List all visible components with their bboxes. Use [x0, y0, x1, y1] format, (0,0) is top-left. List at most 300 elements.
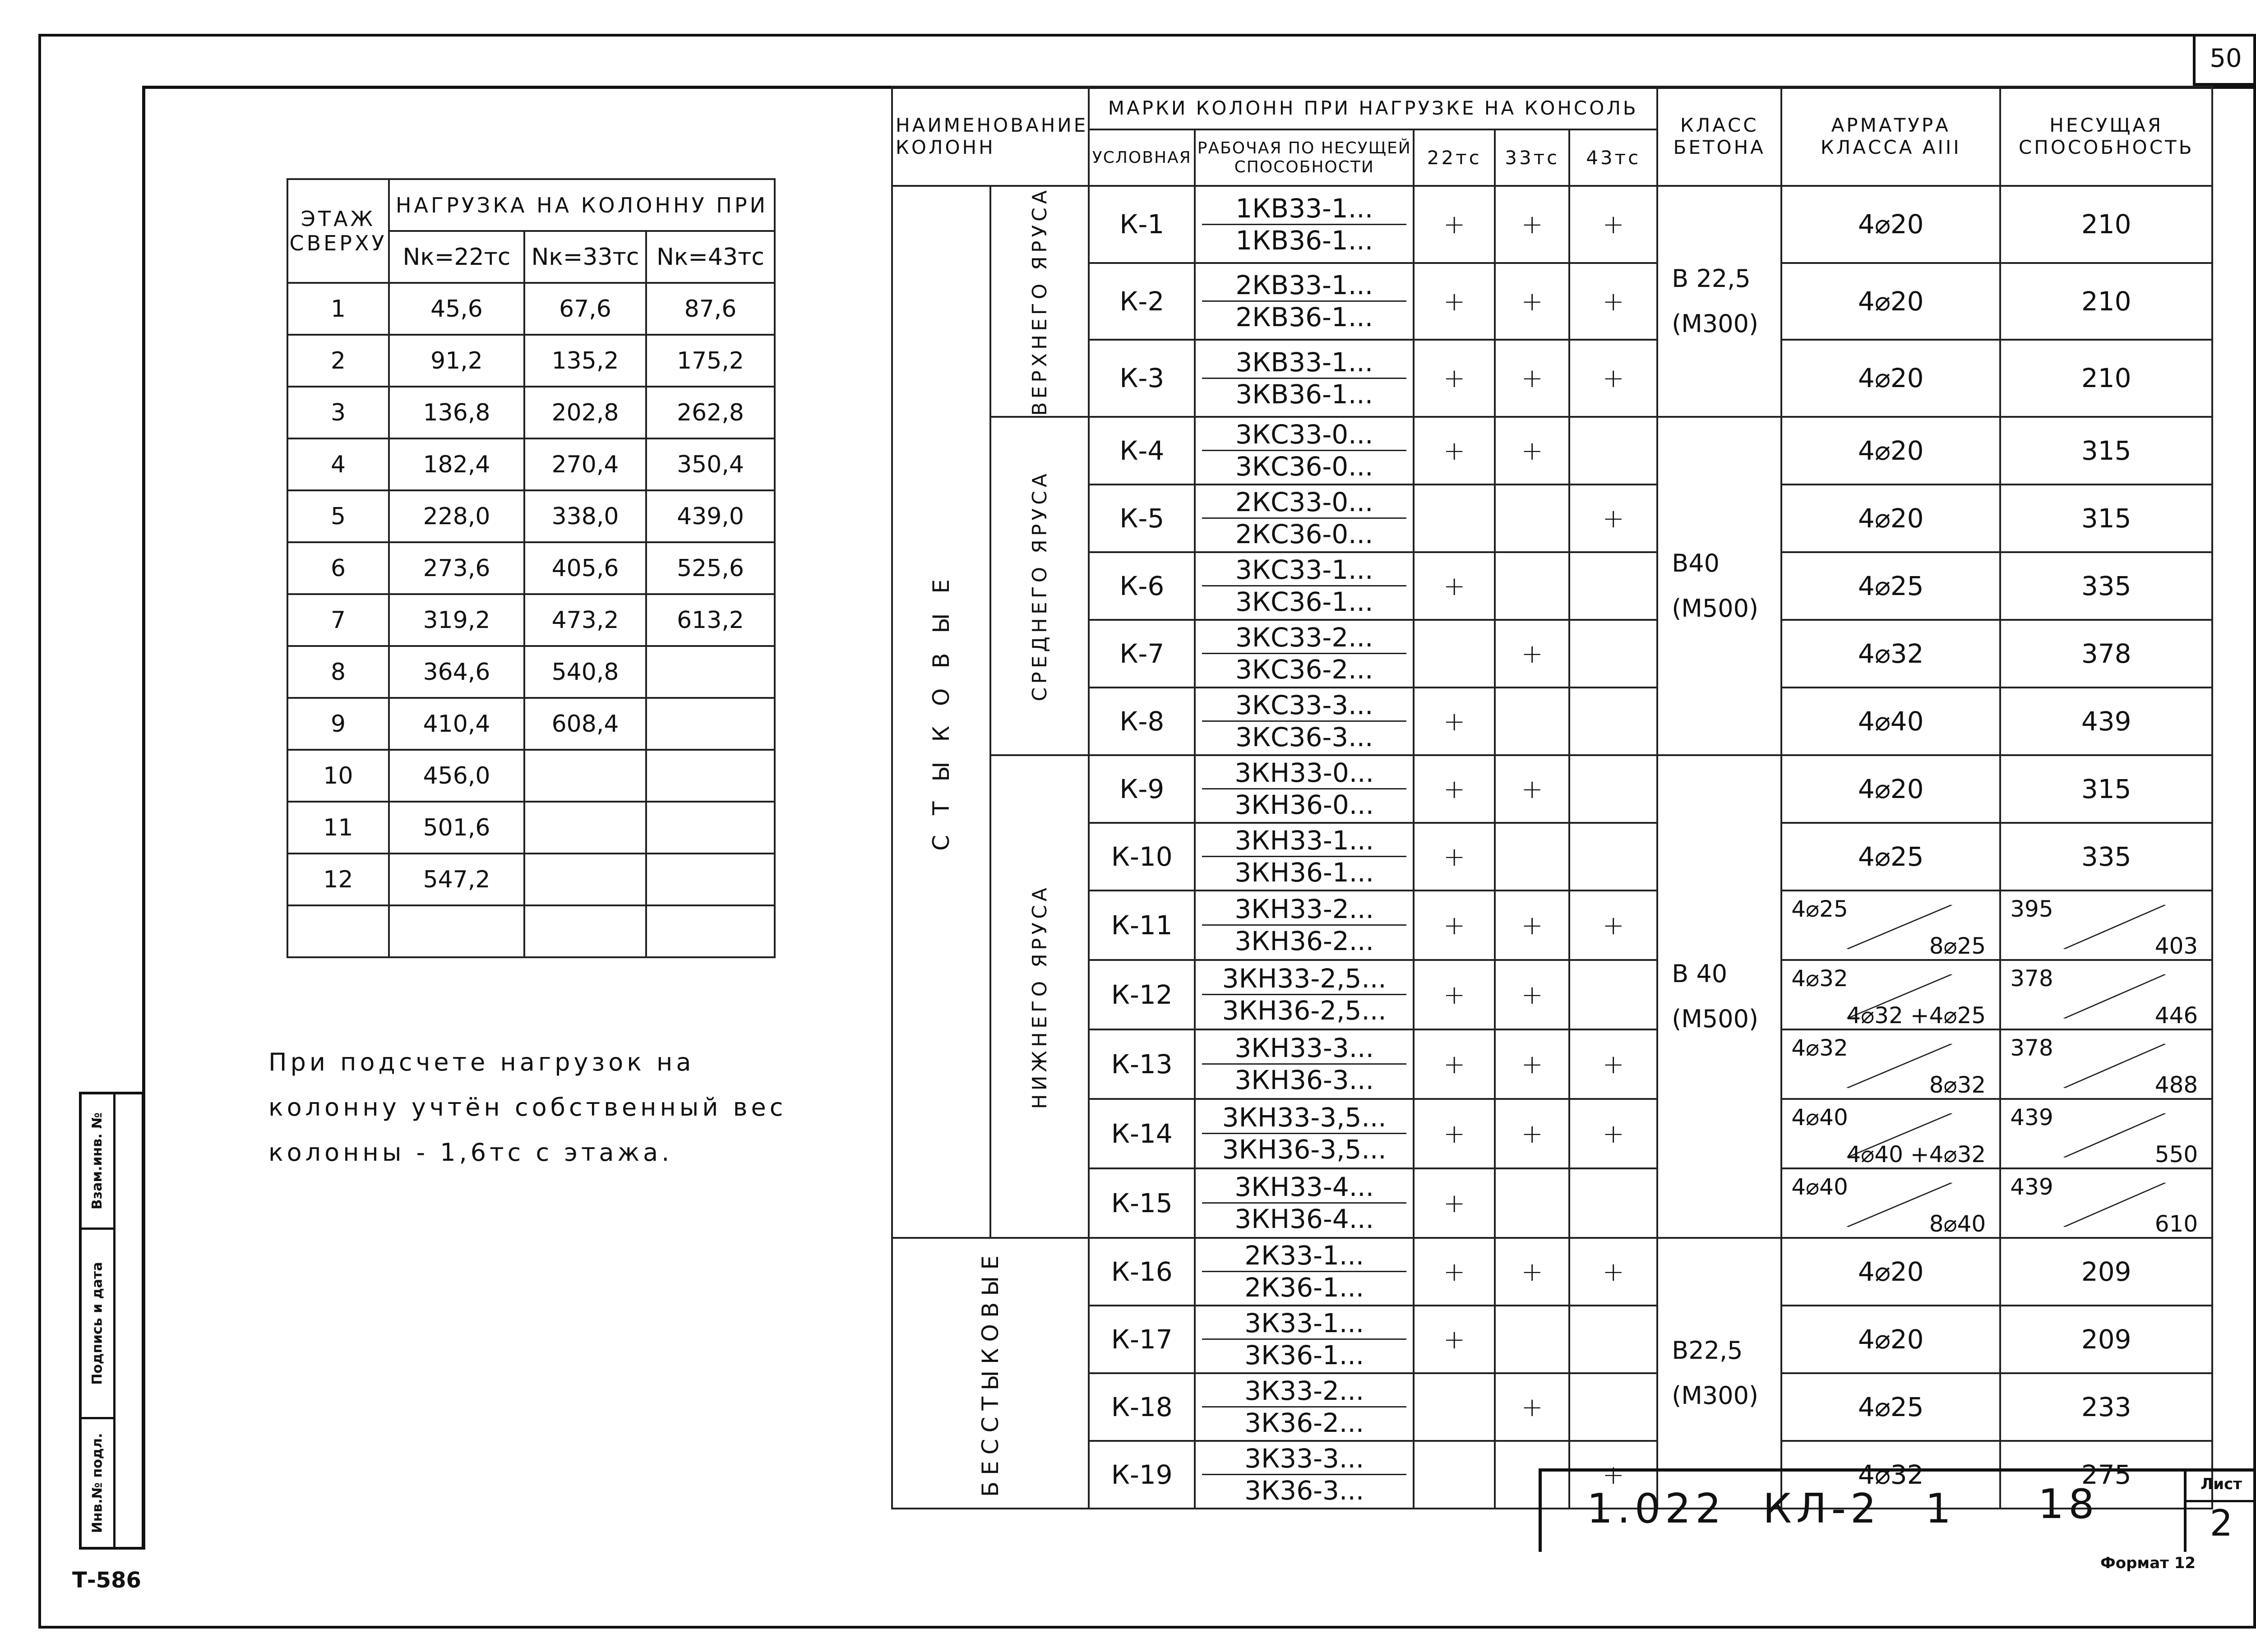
split-value-bottom: 610	[2154, 1210, 2198, 1237]
mark-cell: К-12	[1089, 960, 1195, 1029]
load-flag-cell	[1569, 620, 1657, 688]
table-row	[892, 688, 2212, 755]
format-label: Формат 12	[2100, 1554, 2196, 1572]
table-row	[287, 802, 775, 854]
floor-cell: 11	[287, 802, 389, 854]
load-cell: 87,6	[646, 283, 775, 335]
load-flag-cell: +	[1414, 1029, 1495, 1099]
load-flag-cell	[1414, 1441, 1495, 1509]
capacity-cell	[2000, 891, 2212, 960]
load-cell: 45,6	[389, 283, 524, 335]
working-marks-cell	[1195, 186, 1414, 263]
table-row	[892, 620, 2212, 688]
working-mark: 3К36-1...	[1244, 1340, 1364, 1371]
columns-table	[891, 86, 2213, 1509]
table-row	[892, 485, 2212, 552]
load-cell	[524, 750, 646, 802]
split-value-top: 4⌀32	[1791, 1034, 1848, 1061]
drawing-code: Т-586	[72, 1568, 141, 1593]
working-mark: 3КН33-0...	[1202, 757, 1406, 789]
split-value-top: 439	[2010, 1104, 2053, 1131]
load-flag-cell: +	[1495, 1029, 1569, 1099]
working-mark: 3КН33-4...	[1202, 1172, 1406, 1204]
load-cell: 175,2	[646, 335, 775, 387]
load-cell	[524, 905, 646, 957]
table-row	[287, 283, 775, 335]
split-value	[2001, 1100, 2211, 1167]
working-mark: 3КН36-2...	[1234, 926, 1374, 957]
split-value	[1782, 1100, 1999, 1167]
load-cell: 67,6	[524, 283, 646, 335]
group-label-cell	[892, 1238, 1089, 1509]
load-flag-cell: +	[1569, 1238, 1657, 1306]
title-block	[1539, 1468, 2256, 1552]
load-cell: 182,4	[389, 438, 524, 490]
mark-cell: К-7	[1089, 620, 1195, 688]
table-row	[287, 542, 775, 594]
working-mark: 3КН36-2,5...	[1222, 995, 1387, 1026]
working-marks-cell	[1195, 1306, 1414, 1373]
load-flag-cell	[1569, 552, 1657, 620]
table-row	[287, 594, 775, 646]
mark-cell: К-3	[1089, 340, 1195, 417]
load-flag-cell: +	[1569, 263, 1657, 340]
working-marks-cell	[1195, 417, 1414, 485]
load-flag-cell: +	[1569, 186, 1657, 263]
load-flag-cell	[1569, 1306, 1657, 1373]
table-row	[892, 1238, 2212, 1306]
load-cell: 405,6	[524, 542, 646, 594]
mark-cell: К-1	[1089, 186, 1195, 263]
load-cell: 91,2	[389, 335, 524, 387]
tier-label: ВЕРХНЕГО ЯРУСА	[1028, 187, 1051, 416]
mark-cell: К-6	[1089, 552, 1195, 620]
mark-cell: К-4	[1089, 417, 1195, 485]
rebar-cell: 4⌀20	[1781, 186, 2000, 263]
rebar-cell: 4⌀40	[1781, 688, 2000, 755]
table-row	[287, 698, 775, 750]
side-stamp-label: Подпись и дата	[89, 1262, 106, 1385]
load-flag-cell: +	[1495, 891, 1569, 960]
working-marks-cell	[1195, 755, 1414, 823]
concrete-header: КЛАСС БЕТОНА	[1657, 87, 1781, 186]
working-marks-cell	[1195, 1099, 1414, 1168]
split-value-top: 4⌀40	[1791, 1104, 1848, 1131]
table-row	[892, 823, 2212, 891]
working-mark: 3К36-3...	[1244, 1475, 1364, 1506]
working-mark: 3К33-2...	[1202, 1375, 1406, 1407]
working-marks-cell	[1195, 620, 1414, 688]
split-value-bottom: 446	[2154, 1002, 2198, 1029]
load-flag-cell: +	[1414, 186, 1495, 263]
rebar-cell: 4⌀20	[1781, 755, 2000, 823]
split-value-bottom: 488	[2154, 1071, 2198, 1098]
capacity-header: НЕСУЩАЯ СПОСОБНОСТЬ	[2000, 87, 2212, 186]
load-flag-cell	[1495, 552, 1569, 620]
load-flag-cell: +	[1414, 960, 1495, 1029]
working-mark: 3К33-3...	[1202, 1443, 1406, 1475]
split-value-top: 4⌀40	[1791, 1173, 1848, 1200]
capacity-cell: 209	[2000, 1238, 2212, 1306]
split-value	[2001, 1030, 2211, 1098]
working-marks-cell	[1195, 891, 1414, 960]
load-flag-cell: +	[1495, 186, 1569, 263]
load-flag-cell: +	[1414, 755, 1495, 823]
table-row	[287, 646, 775, 698]
floor-cell: 9	[287, 698, 389, 750]
working-mark: 3КС33-3...	[1202, 690, 1406, 722]
working-mark: 2КВ36-1...	[1235, 302, 1373, 333]
load-flag-cell: +	[1414, 417, 1495, 485]
load-table	[287, 178, 776, 958]
working-mark: 3КН33-1...	[1202, 825, 1406, 857]
working-marks-cell	[1195, 1029, 1414, 1099]
working-mark: 3КВ36-1...	[1235, 378, 1373, 410]
split-value	[1782, 891, 1999, 959]
mark-cell: К-5	[1089, 485, 1195, 552]
load-flag-cell: +	[1414, 1168, 1495, 1238]
table-row	[892, 263, 2212, 340]
load-flag-cell: +	[1414, 1099, 1495, 1168]
load-cell: 270,4	[524, 438, 646, 490]
load-flag-cell: +	[1569, 340, 1657, 417]
load-cell: 473,2	[524, 594, 646, 646]
load-flag-cell: +	[1495, 1373, 1569, 1441]
split-value-bottom: 550	[2154, 1141, 2198, 1167]
split-value-bottom: 4⌀32 +4⌀25	[1846, 1002, 1986, 1029]
table-row	[892, 186, 2212, 263]
load-flag-cell: +	[1414, 340, 1495, 417]
load-cell: 439,0	[646, 490, 775, 542]
mark-cell: К-15	[1089, 1168, 1195, 1238]
mark-cell: К-14	[1089, 1099, 1195, 1168]
load-flag-cell: +	[1495, 417, 1569, 485]
load-flag-cell	[1569, 417, 1657, 485]
rebar-header: АРМАТУРА КЛАССА АIII	[1781, 87, 2000, 186]
rebar-cell	[1781, 1099, 2000, 1168]
mark-cell: К-17	[1089, 1306, 1195, 1373]
table-row	[287, 905, 775, 957]
rebar-cell	[1781, 960, 2000, 1029]
load-cell: 228,0	[389, 490, 524, 542]
split-value-bottom: 403	[2154, 932, 2198, 959]
working-mark: 2КС33-0...	[1202, 487, 1406, 519]
load-flag-cell	[1495, 485, 1569, 552]
rebar-cell: 4⌀25	[1781, 552, 2000, 620]
working-marks-cell	[1195, 263, 1414, 340]
page-number: 50	[2193, 34, 2256, 86]
load-cell	[524, 802, 646, 854]
load-flag-cell	[1569, 960, 1657, 1029]
load-flag-cell: +	[1569, 1099, 1657, 1168]
table-row	[892, 755, 2212, 823]
floor-cell: 6	[287, 542, 389, 594]
load-flag-cell	[1414, 485, 1495, 552]
working-mark: 3КС33-1...	[1202, 554, 1406, 586]
working-mark: 2КВ33-1...	[1202, 270, 1406, 302]
load-flag-cell: +	[1495, 1099, 1569, 1168]
load-cell	[389, 905, 524, 957]
working-marks-cell	[1195, 960, 1414, 1029]
load-flag-cell: +	[1414, 1306, 1495, 1373]
load-flag-cell	[1569, 1168, 1657, 1238]
working-marks-cell	[1195, 1168, 1414, 1238]
working-marks-cell	[1195, 552, 1414, 620]
split-value-top: 4⌀25	[1791, 895, 1848, 922]
load-cell: 135,2	[524, 335, 646, 387]
load-flag-cell: +	[1495, 263, 1569, 340]
rebar-cell: 4⌀20	[1781, 263, 2000, 340]
load-cell	[646, 646, 775, 698]
load-header: НАГРУЗКА НА КОЛОННУ ПРИ	[389, 179, 775, 231]
load-cell: 273,6	[389, 542, 524, 594]
load-cell	[646, 854, 775, 905]
load-subheader: Nк=43тс	[646, 231, 775, 283]
load43-header: 43тс	[1569, 129, 1657, 186]
load-flag-cell: +	[1569, 1029, 1657, 1099]
working-mark: 3КС36-1...	[1235, 586, 1373, 618]
concrete-class-cell: В 22,5 (М300)	[1657, 186, 1781, 417]
working-mark: 3КН36-3,5...	[1222, 1134, 1387, 1165]
load-cell: 547,2	[389, 854, 524, 905]
mark-cell: К-8	[1089, 688, 1195, 755]
working-mark: 3КН36-3...	[1234, 1065, 1374, 1096]
load-cell: 338,0	[524, 490, 646, 542]
table-row	[892, 87, 2212, 129]
floor-cell: 8	[287, 646, 389, 698]
rebar-cell: 4⌀20	[1781, 485, 2000, 552]
table-row	[892, 891, 2212, 960]
load33-header: 33тс	[1495, 129, 1569, 186]
floor-cell: 4	[287, 438, 389, 490]
load-flag-cell: +	[1569, 891, 1657, 960]
table-row	[287, 490, 775, 542]
load-flag-cell: +	[1414, 688, 1495, 755]
working-mark: 2К36-1...	[1244, 1272, 1364, 1303]
working-mark: 3К36-2...	[1244, 1407, 1364, 1439]
mark-cell: К-2	[1089, 263, 1195, 340]
working-mark: 3КН33-3...	[1202, 1033, 1406, 1065]
load-flag-cell: +	[1414, 263, 1495, 340]
load-flag-cell	[1495, 1168, 1569, 1238]
capacity-cell	[2000, 1099, 2212, 1168]
working-mark: 3КВ33-1...	[1202, 347, 1406, 379]
load-flag-cell	[1414, 1373, 1495, 1441]
table-row	[892, 1306, 2212, 1373]
floor-header: ЭТАЖ СВЕРХУ	[287, 179, 389, 283]
working-marks-cell	[1195, 1238, 1414, 1306]
load-flag-cell: +	[1569, 1441, 1657, 1509]
load-subheader: Nк=22тс	[389, 231, 524, 283]
load-cell: 525,6	[646, 542, 775, 594]
load-flag-cell	[1569, 688, 1657, 755]
rebar-cell: 4⌀25	[1781, 1373, 2000, 1441]
mark-cell: К-13	[1089, 1029, 1195, 1099]
rebar-cell: 4⌀20	[1781, 1238, 2000, 1306]
load-flag-cell: +	[1414, 823, 1495, 891]
working-mark: 1КВ36-1...	[1235, 225, 1373, 256]
working-mark: 3КН33-2,5...	[1202, 963, 1406, 995]
split-value	[1782, 1030, 1999, 1098]
tier-label: СРЕДНЕГО ЯРУСА	[1028, 470, 1051, 701]
table-row	[287, 179, 775, 231]
side-stamp-cell	[82, 1230, 113, 1419]
split-value-top: 439	[2010, 1173, 2053, 1200]
working-marks-cell	[1195, 1373, 1414, 1441]
load-flag-cell	[1495, 823, 1569, 891]
concrete-class-cell: В 40 (М500)	[1657, 755, 1781, 1238]
capacity-cell: 439	[2000, 688, 2212, 755]
split-value-bottom: 4⌀40 +4⌀32	[1846, 1141, 1986, 1167]
working-mark: 3КН36-4...	[1234, 1204, 1374, 1235]
name-header: НАИМЕНОВАНИЕ КОЛОНН	[892, 87, 1089, 186]
table-row	[892, 340, 2212, 417]
conditional-header: УСЛОВНАЯ	[1089, 129, 1195, 186]
load-flag-cell: +	[1495, 960, 1569, 1029]
side-stamp-divider	[113, 1094, 116, 1547]
capacity-cell: 335	[2000, 552, 2212, 620]
table-row	[892, 417, 2212, 485]
load-flag-cell: +	[1414, 1238, 1495, 1306]
sheet-label: Лист	[2187, 1468, 2256, 1502]
sheet-value: 2	[2210, 1502, 2233, 1544]
concrete-class-cell: В40 (М500)	[1657, 417, 1781, 755]
load-flag-cell: +	[1495, 620, 1569, 688]
capacity-cell	[2000, 1168, 2212, 1238]
side-stamp-cell	[82, 1419, 113, 1547]
mark-cell: К-9	[1089, 755, 1195, 823]
capacity-cell: 210	[2000, 263, 2212, 340]
rebar-cell: 4⌀20	[1781, 417, 2000, 485]
load22-header: 22тс	[1414, 129, 1495, 186]
load-flag-cell: +	[1414, 552, 1495, 620]
table-row	[287, 750, 775, 802]
working-mark: 3КС36-3...	[1235, 722, 1373, 753]
table-row	[287, 335, 775, 387]
capacity-cell: 210	[2000, 186, 2212, 263]
rebar-cell: 4⌀32	[1781, 620, 2000, 688]
load-cell: 262,8	[646, 387, 775, 438]
table-row	[892, 960, 2212, 1029]
table-row	[892, 1099, 2212, 1168]
table-row	[892, 1029, 2212, 1099]
load-flag-cell	[1569, 823, 1657, 891]
working-marks-cell	[1195, 1441, 1414, 1509]
capacity-cell: 210	[2000, 340, 2212, 417]
working-mark: 2К33-1...	[1202, 1240, 1406, 1272]
load-cell: 540,8	[524, 646, 646, 698]
floor-cell: 12	[287, 854, 389, 905]
split-value-bottom: 8⌀25	[1929, 932, 1986, 959]
working-mark: 3КС33-0...	[1202, 419, 1406, 451]
capacity-cell: 233	[2000, 1373, 2212, 1441]
tier-label-cell	[990, 417, 1089, 755]
table-row	[892, 1373, 2212, 1441]
marks-header: МАРКИ КОЛОНН ПРИ НАГРУЗКЕ НА КОНСОЛЬ	[1089, 87, 1657, 129]
working-marks-cell	[1195, 823, 1414, 891]
capacity-cell	[2000, 960, 2212, 1029]
group-label-cell	[892, 186, 990, 1238]
working-mark: 3КС33-2...	[1202, 622, 1406, 654]
side-stamp-label: Инв.№ подл.	[89, 1433, 106, 1533]
load-flag-cell: +	[1495, 755, 1569, 823]
load-flag-cell: +	[1495, 1238, 1569, 1306]
capacity-cell: 315	[2000, 417, 2212, 485]
title-code: 1.022	[1587, 1485, 1726, 1532]
load-cell	[646, 698, 775, 750]
load-flag-cell: +	[1569, 485, 1657, 552]
split-value-bottom: 8⌀40	[1929, 1210, 1986, 1237]
table-row	[287, 438, 775, 490]
working-mark: 3КН33-2...	[1202, 894, 1406, 926]
capacity-cell: 378	[2000, 620, 2212, 688]
load-cell: 364,6	[389, 646, 524, 698]
floor-cell: 2	[287, 335, 389, 387]
floor-cell: 3	[287, 387, 389, 438]
load-cell	[646, 750, 775, 802]
load-cell: 202,8	[524, 387, 646, 438]
capacity-cell	[2000, 1029, 2212, 1099]
floor-cell: 7	[287, 594, 389, 646]
floor-cell: 5	[287, 490, 389, 542]
load-flag-cell	[1569, 1373, 1657, 1441]
load-flag-cell	[1414, 620, 1495, 688]
side-stamp	[79, 1092, 144, 1550]
load-cell: 608,4	[524, 698, 646, 750]
working-mark: 2КС36-0...	[1235, 519, 1373, 550]
split-value	[1782, 961, 1999, 1029]
tier-label-cell	[990, 186, 1089, 417]
split-value	[2001, 891, 2211, 959]
rebar-cell	[1781, 1029, 2000, 1099]
load-flag-cell	[1569, 755, 1657, 823]
working-mark: 3КН33-3,5...	[1202, 1102, 1406, 1134]
load-cell	[646, 905, 775, 957]
load-cell: 319,2	[389, 594, 524, 646]
working-mark: 3КС36-2...	[1235, 654, 1373, 685]
note-text: При подсчете нагрузок на колонну учтён собственный вес колонны - 1,6тс с этажа.	[268, 1048, 787, 1167]
load-cell	[524, 854, 646, 905]
mark-cell: К-16	[1089, 1238, 1195, 1306]
load-cell: 410,4	[389, 698, 524, 750]
split-value-bottom: 8⌀32	[1929, 1071, 1986, 1098]
split-value-top: 378	[2010, 965, 2053, 992]
floor-cell: 1	[287, 283, 389, 335]
load-flag-cell	[1495, 1306, 1569, 1373]
capacity-cell: 315	[2000, 755, 2212, 823]
working-mark: 3КС36-0...	[1235, 451, 1373, 482]
rebar-cell: 4⌀20	[1781, 1306, 2000, 1373]
working-marks-cell	[1195, 688, 1414, 755]
capacity-cell: 275	[2000, 1441, 2212, 1509]
working-mark: 3КН36-0...	[1234, 789, 1374, 821]
floor-cell	[287, 905, 389, 957]
tier-label: НИЖНЕГО ЯРУСА	[1028, 884, 1051, 1109]
split-value-top: 4⌀32	[1791, 965, 1848, 992]
load-cell: 136,8	[389, 387, 524, 438]
working-mark: 3КН36-1...	[1234, 857, 1374, 888]
table-row	[287, 387, 775, 438]
working-mark: 3К33-1...	[1202, 1308, 1406, 1340]
tier-label-cell	[990, 755, 1089, 1238]
mark-cell: К-10	[1089, 823, 1195, 891]
capacity-cell: 315	[2000, 485, 2212, 552]
mark-cell: К-19	[1089, 1441, 1195, 1509]
mark-cell: К-11	[1089, 891, 1195, 960]
rebar-cell: 4⌀32	[1781, 1441, 2000, 1509]
split-value-top: 378	[2010, 1034, 2053, 1061]
load-cell: 501,6	[389, 802, 524, 854]
